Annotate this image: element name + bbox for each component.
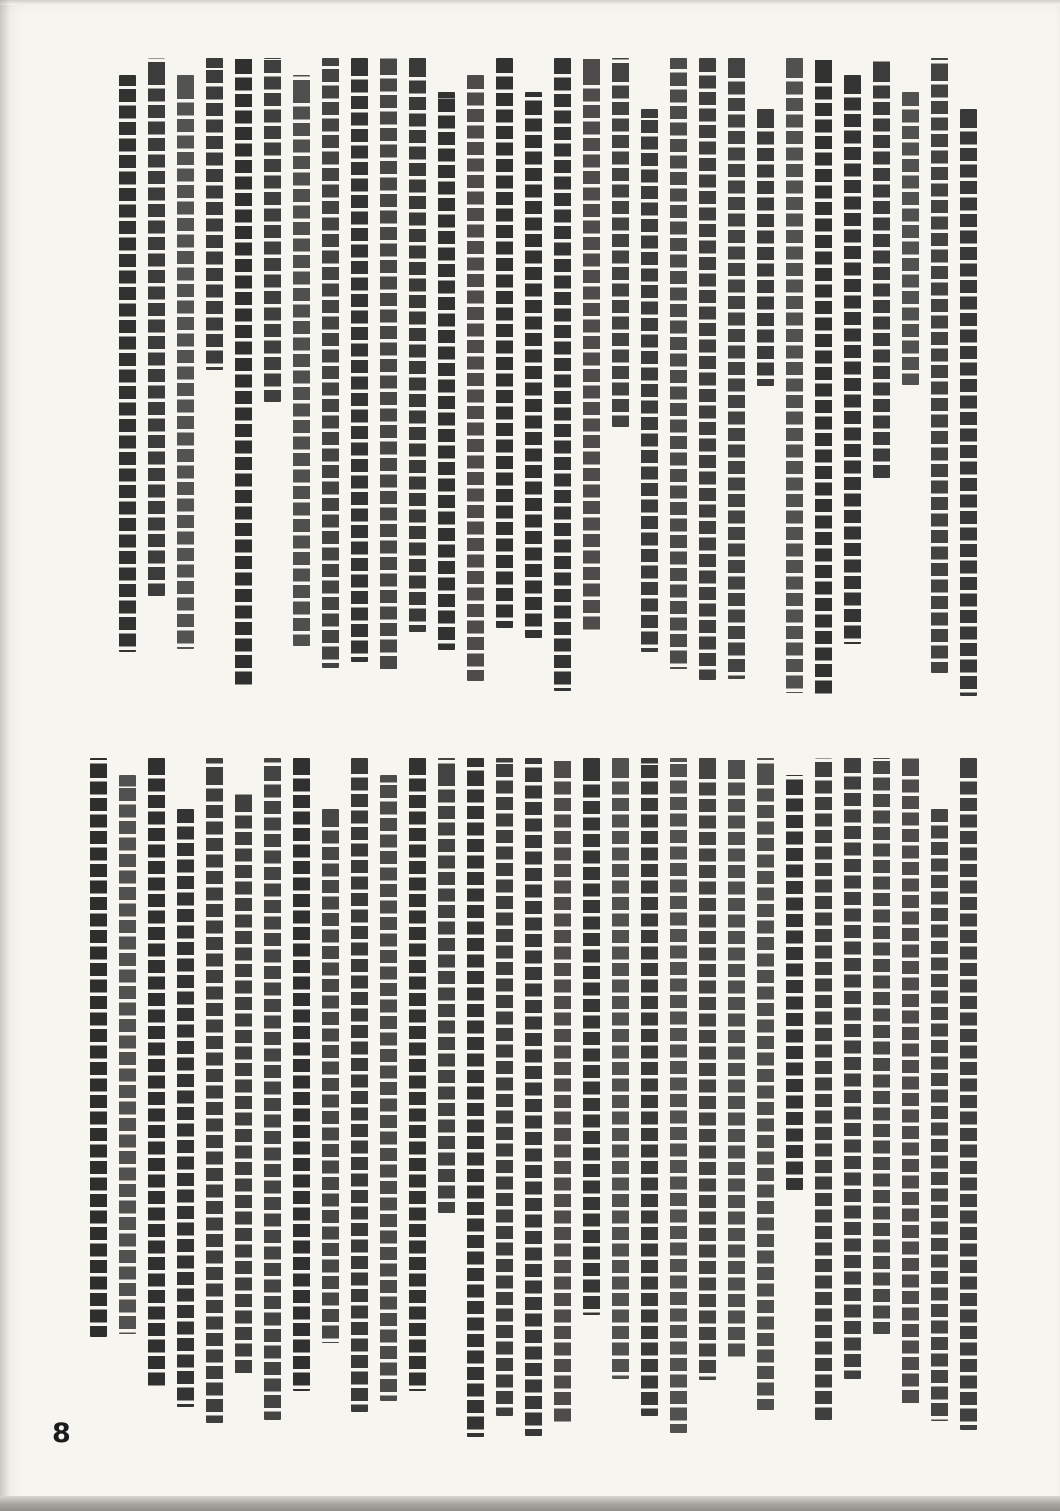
page-number: 8 bbox=[52, 1418, 71, 1449]
scan-edge-left bbox=[0, 0, 10, 1511]
scan-edge-top bbox=[0, 0, 1060, 5]
scan-edge-bottom bbox=[0, 1496, 1060, 1511]
vertical-text-block-bottom bbox=[80, 758, 977, 1442]
vertical-text-block-top bbox=[103, 58, 977, 700]
